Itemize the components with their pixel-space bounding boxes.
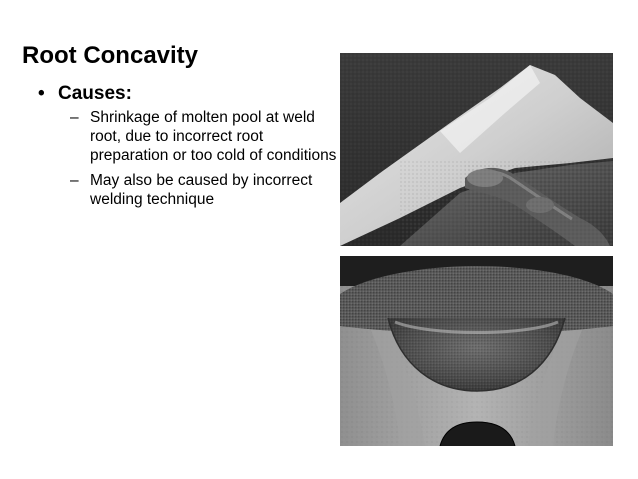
bullet-dot-icon: •	[38, 83, 45, 104]
bullet-causes	[38, 82, 132, 106]
weld-root-surface-image	[340, 53, 613, 246]
sub-bullet-item	[70, 108, 340, 165]
sub-bullet-text: Shrinkage of molten pool at weld root, due to incorrect root preparation or too cold of conditions	[90, 109, 337, 164]
dash-icon: –	[70, 172, 79, 189]
slide-title: Root Concavity	[22, 42, 199, 69]
sub-bullet-item	[70, 171, 340, 209]
bullet-label: Causes:	[58, 83, 132, 104]
sub-bullet-text: May also be caused by incorrect welding technique	[90, 172, 313, 208]
weld-cross-section-image	[340, 256, 613, 446]
weld-cross-section-photo	[340, 256, 613, 446]
dash-icon: –	[70, 109, 79, 126]
sub-bullet-list	[70, 108, 340, 215]
weld-root-surface-photo	[340, 53, 613, 246]
